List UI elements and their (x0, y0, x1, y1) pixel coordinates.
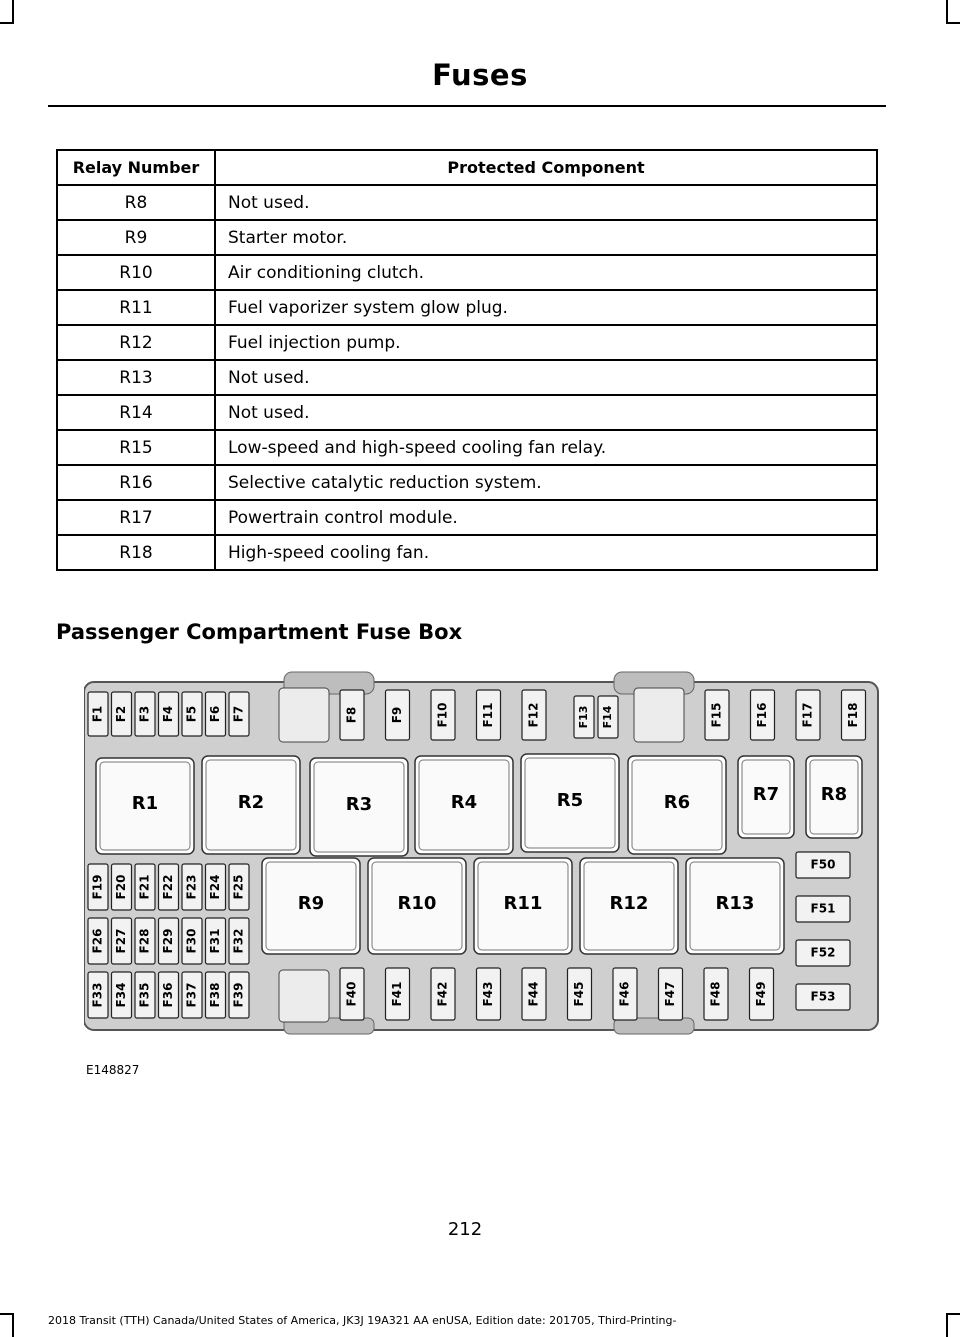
crop-mark (946, 1313, 960, 1315)
fuse-label: F36 (161, 982, 175, 1008)
relay-number: R15 (57, 430, 215, 465)
column-header-protected-component: Protected Component (215, 150, 877, 185)
table-row (57, 430, 877, 465)
fuse-label: F51 (810, 901, 836, 916)
crop-mark (0, 1313, 14, 1315)
fuse-label: F26 (90, 928, 105, 954)
connector-socket (279, 688, 329, 742)
fuse-label: F29 (161, 928, 175, 954)
fuse-label: F50 (810, 857, 836, 872)
fuse-label: F43 (481, 981, 495, 1007)
table-row (57, 290, 877, 325)
fuse-label: F8 (344, 706, 359, 724)
fuse-label: F14 (601, 705, 614, 729)
fuse-label: F12 (526, 702, 541, 728)
crop-mark (12, 1313, 14, 1337)
relay-number: R9 (57, 220, 215, 255)
connector-socket (634, 688, 684, 742)
table-row (57, 325, 877, 360)
crop-mark (946, 0, 948, 24)
protected-component: Starter motor. (215, 220, 877, 255)
relay-number: R16 (57, 465, 215, 500)
protected-component: Not used. (215, 395, 877, 430)
fuse-label: F35 (137, 982, 152, 1008)
fuse-label: F53 (810, 989, 836, 1004)
table-row (57, 395, 877, 430)
table-row (57, 255, 877, 290)
fuse-label: F11 (481, 702, 495, 728)
fuse-label: F45 (572, 981, 586, 1007)
protected-component: Not used. (215, 360, 877, 395)
fuse-label: F9 (390, 706, 404, 724)
table-header-row (57, 150, 877, 185)
table-row (57, 360, 877, 395)
fuse-label: F49 (754, 981, 768, 1007)
table-row (57, 220, 877, 255)
relay-label: R7 (752, 784, 780, 805)
protected-component: Selective catalytic reduction system. (215, 465, 877, 500)
protected-component: Not used. (215, 185, 877, 220)
fuse-label: F42 (435, 981, 450, 1007)
relay-label: R13 (715, 893, 755, 914)
fuse-label: F6 (208, 705, 222, 723)
fuse-label: F38 (208, 982, 222, 1008)
relay-label: R6 (663, 792, 691, 813)
relay-label: R5 (556, 790, 584, 811)
relay-number: R10 (57, 255, 215, 290)
protected-component: Air conditioning clutch. (215, 255, 877, 290)
fuse-label: F37 (184, 982, 199, 1008)
fuse-label: F34 (114, 982, 128, 1008)
relay-number: R8 (57, 185, 215, 220)
fuse-label: F5 (184, 705, 199, 723)
relay-label: R9 (297, 893, 325, 914)
fuse-label: F44 (526, 981, 541, 1007)
header-divider (48, 105, 886, 107)
fuse-label: F27 (114, 928, 128, 954)
relay-number: R17 (57, 500, 215, 535)
table-row (57, 500, 877, 535)
connector-socket (279, 970, 329, 1022)
crop-mark (12, 0, 14, 24)
page-title: Fuses (432, 58, 528, 92)
protected-component: High-speed cooling fan. (215, 535, 877, 570)
table-row (57, 185, 877, 220)
crop-mark (0, 22, 14, 24)
fuse-label: F46 (617, 981, 632, 1007)
fuse-box-diagram (84, 670, 879, 1039)
fuse-label: F7 (231, 705, 246, 723)
relay-label: R11 (503, 893, 543, 914)
fuse-label: F39 (231, 982, 246, 1008)
relay-table (56, 149, 878, 571)
relay-label: R1 (131, 793, 159, 814)
relay-label: R2 (237, 792, 265, 813)
relay-label: R3 (345, 794, 373, 815)
table-row (57, 465, 877, 500)
relay-number: R12 (57, 325, 215, 360)
relay-label: R12 (609, 893, 649, 914)
fuse-label: F47 (663, 981, 677, 1007)
fuse-label: F32 (231, 928, 246, 954)
fuse-label: F52 (810, 945, 836, 960)
fuse-label: F24 (208, 874, 222, 900)
fuse-label: F20 (114, 874, 128, 900)
crop-mark (946, 1313, 948, 1337)
fuse-label: F31 (208, 928, 222, 954)
fuse-label: F40 (344, 981, 359, 1007)
fuse-label: F18 (846, 702, 860, 728)
fuse-label: F22 (161, 874, 175, 900)
relay-number: R14 (57, 395, 215, 430)
fuse-label: F21 (137, 874, 152, 900)
table-row (57, 535, 877, 570)
section-heading: Passenger Compartment Fuse Box (56, 620, 463, 644)
fuse-label: F19 (90, 874, 105, 900)
crop-mark (946, 22, 960, 24)
relay-label: R4 (450, 792, 478, 813)
fuse-label: F17 (800, 702, 815, 728)
figure-code: E148827 (86, 1063, 140, 1077)
fuse-label: F23 (184, 874, 199, 900)
fuse-label: F15 (709, 702, 724, 728)
relay-number: R11 (57, 290, 215, 325)
fuse-label: F13 (577, 705, 590, 729)
relay-label: R8 (820, 784, 848, 805)
fuse-label: F2 (114, 705, 128, 723)
fuse-label: F4 (161, 705, 175, 723)
fuse-label: F16 (755, 702, 769, 728)
fuse-label: F10 (435, 702, 450, 728)
protected-component: Low-speed and high-speed cooling fan relay. (215, 430, 877, 465)
relay-number: R18 (57, 535, 215, 570)
fuse-label: F48 (708, 981, 723, 1007)
fuse-box-svg (84, 670, 879, 1035)
fuse-label: F33 (90, 982, 105, 1008)
protected-component: Fuel injection pump. (215, 325, 877, 360)
fuse-label: F41 (390, 981, 404, 1007)
relay-number: R13 (57, 360, 215, 395)
fuse-label: F28 (137, 928, 152, 954)
protected-component: Powertrain control module. (215, 500, 877, 535)
fuse-label: F1 (90, 705, 105, 723)
relay-label: R10 (397, 893, 437, 914)
footer-edition-text: 2018 Transit (TTH) Canada/United States of America, JK3J 19A321 AA enUSA, Edition date: 201705, Third-Printing- (48, 1314, 677, 1327)
column-header-relay-number: Relay Number (57, 150, 215, 185)
page-number: 212 (447, 1219, 483, 1240)
fuse-label: F30 (184, 928, 199, 954)
fuse-label: F25 (231, 874, 246, 900)
protected-component: Fuel vaporizer system glow plug. (215, 290, 877, 325)
fuse-label: F3 (137, 705, 152, 723)
